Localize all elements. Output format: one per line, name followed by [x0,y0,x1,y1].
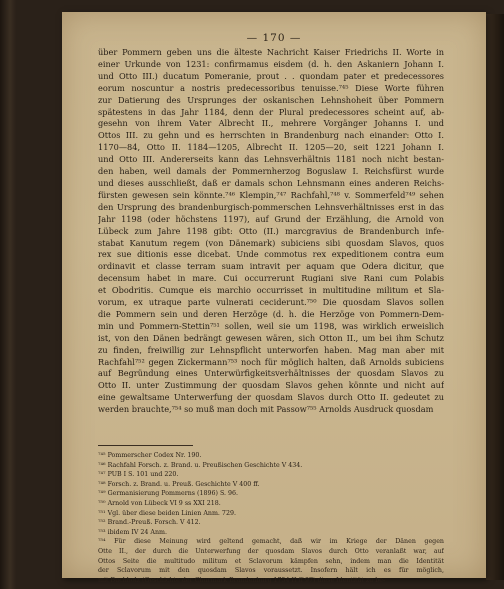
footnote-line: ⁷⁴⁶ Rachfahl Forsch. z. Brand. u. Preußischen Geschichte V 434. [98,461,303,469]
page-number: — 170 — [246,32,302,44]
body-line: decensum habet in mare. Cui occurrerunt Rugiani sive Rani cum Polabis [98,273,444,284]
body-line: et Obodritis. Cumque eis marchio occurrisset in multitudine militum et Sla- [98,285,444,296]
body-line: zu finden, freiwillig zur Lehnspflicht unterworfen haben. Mag man aber mit [98,344,444,355]
footnote-line: ⁷⁵⁰ Arnold von Lübeck VI 9 ss XXI 218. [98,499,221,507]
body-line: fürsten gewesen sein könnte.⁷⁴⁶ Klempin,⁷⁴⁷ Rachfahl,⁷⁴⁸ v. Sommerfeld⁷⁴⁹ sehen [98,189,444,200]
body-line: einer Urkunde von 1231: confirmamus eisdem (d. h. den Askaniern Johann I. [98,58,444,69]
body-line: spätestens in das Jahr 1184, denn der Plural predecessores scheint auf, ab- [98,106,444,117]
footnote-line: ⁷⁵⁴ Für diese Meinung wird geltend gemacht, daß wir im Kriege der Dänen gegen [98,538,444,546]
footnote-line: ⁷⁴⁵ Pommerscher Codex Nr. 190. [98,452,202,459]
body-line: und dieses ausschließt, daß er damals schon Lehnsmann eines anderen Reichs- [98,177,444,188]
body-line: eorum noscuntur a nostris predecessoribus tenuisse.⁷⁴⁵ Diese Worte führen [98,82,444,93]
body-line: min und Pommern-Stettin⁷⁵¹ sollen, weil sie um 1198, was wirklich erweislich [98,320,444,331]
body-line: den Ursprung des brandenburgisch-pommerschen Lehnsverhältnisses erst in das [98,201,444,212]
body-line: die Pommern sein und deren Herzöge (d. h. die Herzöge von Pommern-Dem- [98,308,444,319]
body-line: stabat Kanutum regem (von Dänemark) subiciens sibi quosdam Slavos, quos [98,237,444,248]
body-line: Ottos III. zu gehn und es herrschten in Brandenburg nach einander: Otto I. [98,130,444,141]
body-line: ordinavit et classe terram suam intravit per aquam que Odera dicitur, que [98,261,444,272]
body-line: Jahr 1198 (oder höchstens 1197), auf Grund der Erzählung, die Arnold von [98,213,444,224]
footnote-line: ⁷⁵² Brand.-Preuß. Forsch. V 412. [98,519,201,527]
body-line: werden brauchte,⁷⁵⁴ so muß man doch mit Passow⁷⁵⁵ Arnolds Ausdruck quosdam [98,404,434,415]
footnotes [98,451,444,585]
body-line: eine gewaltsame Unterwerfung der quosdam Slavos durch Otto II. gedeutet zu [98,392,444,403]
body-line: 1170—84, Otto II. 1184—1205, Albrecht II. 1205—20, seit 1221 Johann I. [98,142,444,153]
footnote-line: Otte II., der durch die Unterwerfung der quosdam Slavos durch Otto veranlaßt war, auf [98,547,444,555]
body-line: ist, von den Dänen bedrängt gewesen wären, sich Otton II., um bei ihm Schutz [98,332,444,343]
footnote-line: ⁷⁵¹ Vgl. über diese beiden Linien Anm. 729. [98,509,236,517]
body-line: über Pommern geben uns die älteste Nachricht Kaiser Friedrichs II. Worte in [98,47,444,57]
footnote-line: ⁷⁴⁷ PUB I S. 101 und 220. [98,471,179,479]
body-line: rex sue ditionis esse dicebat. Unde commotus rex expeditionem contra eum [98,249,444,260]
body-line: Lübeck zum Jahre 1198 gibt: Otto (II.) marcgravius de Brandenburch infe- [98,225,444,236]
body-line: Rachfahl⁷⁵² gegen Zickermann⁷⁵³ noch für möglich halten, daß Arnolds subiciens [98,356,444,367]
body-line: zur Datierung des Ursprunges der oskanischen Lehnshoheit über Pommern [98,94,444,105]
body-line: auf Begründung eines Unterwürfigkeitsverhältnisses der quosdam Slavos zu [98,368,444,379]
body-line: gesehn von ihrem Vater Albrecht II., mehrere Vorgänger Johanns I. und [98,118,444,129]
body-line: den haben, weil damals der Pommernherzog Boguslaw I. Reichsfürst wurde [98,166,444,177]
footnote-line: Ottos Seite die multitudo militum et Sclavorum kämpfen sehn, indem man die Identität [98,557,444,565]
footnote-line: der Sclavorum mit den quosdam Slavos voraussetzt. Insofern hält ich es für möglich, [98,567,444,575]
body-line: und Otto III. Andererseits kann das Lehnsverhältnis 1181 noch nicht bestan- [98,154,444,165]
body-line: und Otto III.) ducatum Pomeranie, prout . . quondam pater et predecessores [98,70,444,81]
footnote-line: ⁷⁴⁸ Forsch. z. Brand. u. Preuß. Geschichte V 400 ff. [98,480,260,488]
footnote-line: ⁷⁴⁹ Germanisierung Pommerns (1896) S. 96. [98,490,239,498]
book-edge [486,14,504,580]
body-line: Otto II. unter Zustimmung der quosdam Slavos gehen könnte und nicht auf [98,380,444,391]
body-text [98,47,444,416]
body-line: vorum, ex utraque parte vulnerati ceciderunt.⁷⁵⁰ Die quosdam Slavos sollen [98,297,444,308]
footnote-rule [98,445,193,446]
footnote-line: ⁷⁵³ ibidem IV 24 Anm. [98,528,167,536]
footnote-line: mit Buchholz (Geschichte der Churmark Brandenburg 1754 II ff 97) diese Identität zu be- [98,576,386,584]
